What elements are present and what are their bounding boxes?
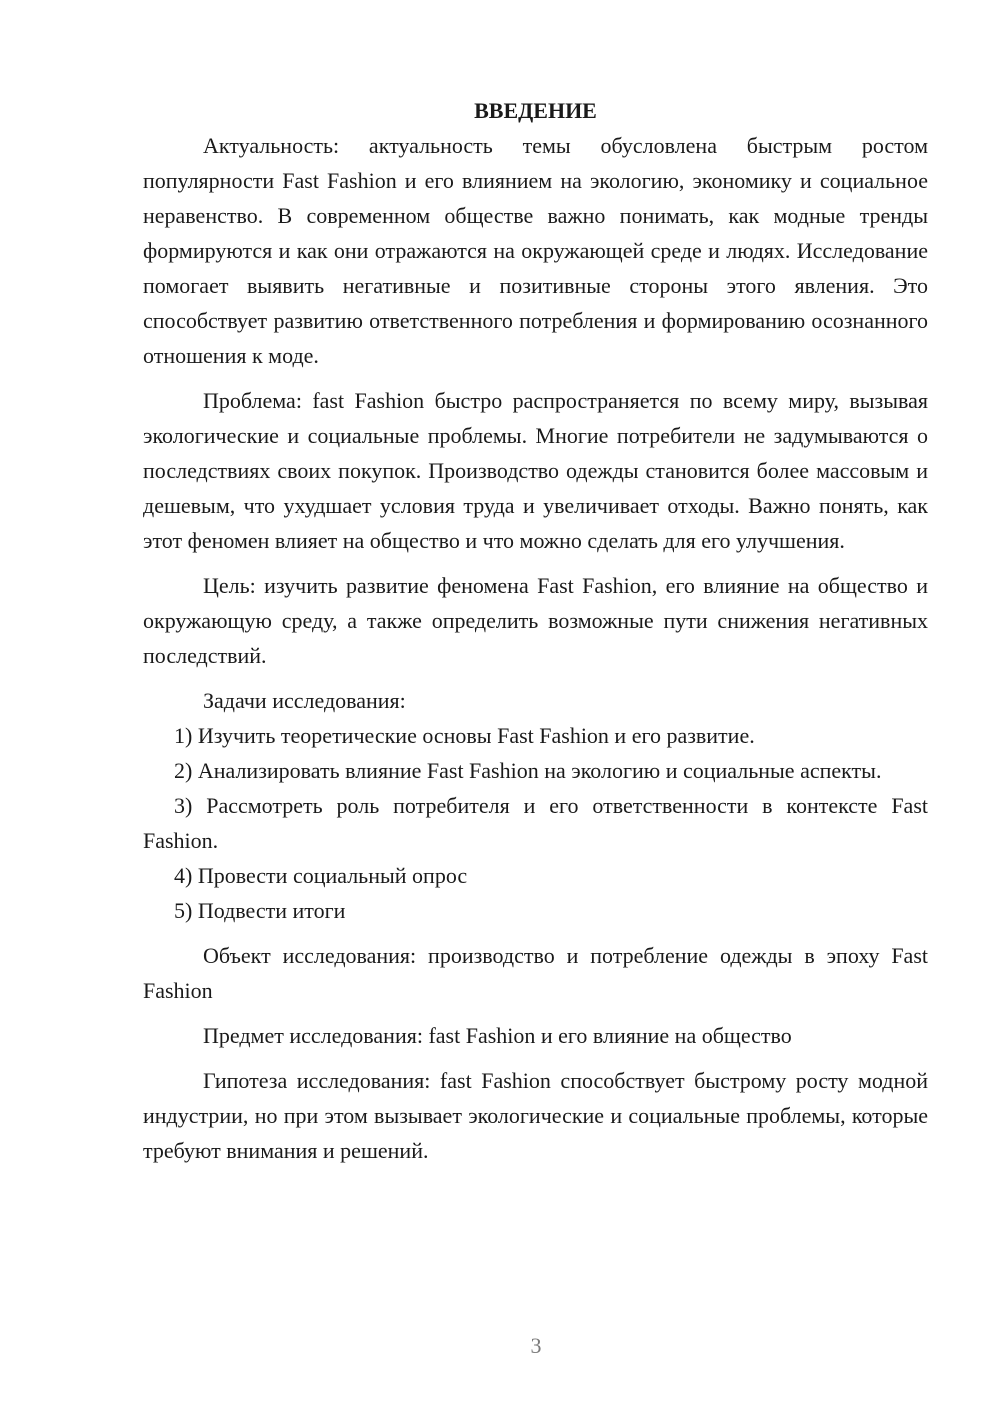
task-item-2: 2) Анализировать влияние Fast Fashion на экологию и социальные аспекты. [174, 758, 882, 783]
task-item-3: 3) Рассмотреть роль потребителя и его ответственности в контексте Fast Fashion. [143, 793, 928, 853]
paragraph-goal: Цель: изучить развитие феномена Fast Fashion, его влияние на общество и окружающую среду, а также определить возможные пути снижения негативных последствий. [143, 573, 928, 668]
page-number: 3 [530, 1333, 542, 1358]
paragraph-hypothesis: Гипотеза исследования: fast Fashion способствует быстрому росту модной индустрии, но при этом вызывает экологические и социальные проблемы, которые требуют внимания и решений. [143, 1068, 928, 1163]
paragraph-problem: Проблема: fast Fashion быстро распространяется по всему миру, вызывая экологические и социальные проблемы. Многие потребители не задумываются о последствиях своих покупок. Производство одежды становится более массовым и дешевым, что ухудшает условия труда и увеличивает отходы. Важно понять, как этот феномен влияет на общество и что можно сделать для его улучшения. [143, 388, 928, 553]
section-title: ВВЕДЕНИЕ [474, 98, 597, 123]
paragraph-subject: Предмет исследования: fast Fashion и его влияние на общество [203, 1023, 792, 1048]
paragraph-object: Объект исследования: производство и потребление одежды в эпоху Fast Fashion [143, 943, 928, 1003]
paragraph-relevance: Актуальность: актуальность темы обусловлена быстрым ростом популярности Fast Fashion и его влиянием на экологию, экономику и социальное неравенство. В современном обществе важно понимать, как модные тренды формируются и как они отражаются на окружающей среде и людях. Исследование помогает выявить негативные и позитивные стороны этого явления. Это способствует развитию ответственного потребления и формированию осознанного отношения к моде. [143, 133, 928, 368]
tasks-heading: Задачи исследования: [203, 688, 406, 713]
task-item-5: 5) Подвести итоги [174, 898, 346, 923]
document-page [143, 93, 928, 1168]
task-item-1: 1) Изучить теоретические основы Fast Fashion и его развитие. [174, 723, 755, 748]
task-item-4: 4) Провести социальный опрос [174, 863, 468, 888]
